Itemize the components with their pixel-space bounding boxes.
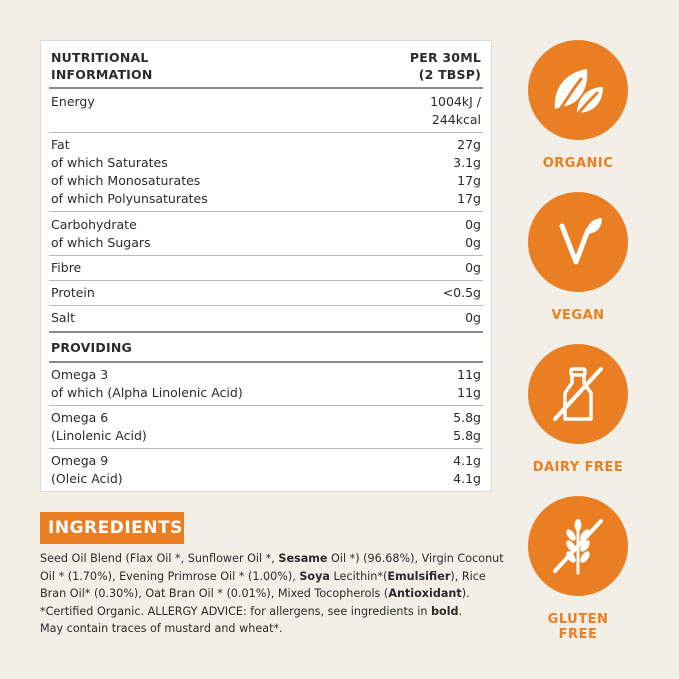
sugars-label: of which Sugars [51, 235, 151, 250]
dairy-free-badge [528, 344, 628, 475]
fibre-value: 0g [465, 260, 481, 275]
linolenic-value: 5.8g [453, 428, 481, 443]
monosaturates-value: 17g [457, 173, 481, 188]
organic-label: ORGANIC [542, 156, 614, 171]
salt-label: Salt [51, 310, 75, 325]
energy-value-kj: 1004kJ / [430, 94, 481, 109]
ingredients-list: Seed Oil Blend (Flax Oil *, Sunflower Oil *, Sesame Oil *) (96.68%), Virgin Coconut Oil * (1.70%), Evening Primrose Oil * (1.00%), Soya Lecithin*(Emulsifier), Rice Bran Oil* (0.30%), Oat Bran Oil * (0.01%), Mixed Tocopherols (Antioxidant). [40, 552, 504, 600]
fat-value: 27g [457, 137, 481, 152]
divider [49, 280, 483, 281]
omega3-label: Omega 3 [51, 367, 109, 382]
protein-label: Protein [51, 285, 95, 300]
wheat-crossed-icon [528, 496, 628, 596]
ingredients-heading: INGREDIENTS [40, 512, 184, 544]
divider [49, 87, 483, 89]
gluten-free-badge [528, 496, 628, 642]
fat-label: Fat [51, 137, 70, 152]
omega9-label: Omega 9 [51, 453, 109, 468]
energy-label: Energy [51, 94, 95, 109]
leaves-icon [528, 40, 628, 140]
energy-value-kcal: 244kcal [431, 112, 481, 127]
divider [49, 405, 483, 406]
divider [49, 361, 483, 363]
ingredients-text [40, 550, 510, 638]
protein-value: <0.5g [442, 285, 481, 300]
omega9-value: 4.1g [453, 453, 481, 468]
divider [49, 255, 483, 256]
ala-value: 11g [457, 385, 481, 400]
organic-badge [528, 40, 628, 171]
providing-heading: PROVIDING [51, 340, 132, 355]
omega6-value: 5.8g [453, 410, 481, 425]
carbohydrate-label: Carbohydrate [51, 217, 137, 232]
carbohydrate-value: 0g [465, 217, 481, 232]
fibre-label: Fibre [51, 260, 82, 275]
traces-note: May contain traces of mustard and wheat*. [40, 622, 283, 635]
omega3-value: 11g [457, 367, 481, 382]
divider [49, 132, 483, 133]
ala-label: of which (Alpha Linolenic Acid) [51, 385, 243, 400]
polyunsaturates-label: of which Polyunsaturates [51, 191, 208, 206]
monosaturates-label: of which Monosaturates [51, 173, 201, 188]
divider [49, 211, 483, 212]
divider [49, 448, 483, 449]
dairy-free-label: DAIRY FREE [532, 460, 624, 475]
omega6-label: Omega 6 [51, 410, 109, 425]
sugars-value: 0g [465, 235, 481, 250]
saturates-value: 3.1g [453, 155, 481, 170]
oleic-value: 4.1g [453, 471, 481, 486]
header-per-1: PER 30ML [409, 50, 481, 65]
vegan-badge [528, 192, 628, 323]
divider [49, 331, 483, 333]
header-per-2: (2 TBSP) [418, 67, 481, 82]
allergy-advice: *Certified Organic. ALLERGY ADVICE: for allergens, see ingredients in bold. [40, 604, 463, 618]
nutrition-table [40, 40, 492, 492]
divider [49, 305, 483, 306]
oleic-label: (Oleic Acid) [51, 471, 123, 486]
gluten-free-label: GLUTEN FREE [547, 612, 609, 642]
linolenic-label: (Linolenic Acid) [51, 428, 147, 443]
header-label-2: INFORMATION [51, 67, 153, 82]
header-label-1: NUTRITIONAL [51, 50, 149, 65]
polyunsaturates-value: 17g [457, 191, 481, 206]
vegan-label: VEGAN [551, 308, 605, 323]
salt-value: 0g [465, 310, 481, 325]
saturates-label: of which Saturates [51, 155, 168, 170]
vegan-sprout-icon [528, 192, 628, 292]
milk-bottle-crossed-icon [528, 344, 628, 444]
